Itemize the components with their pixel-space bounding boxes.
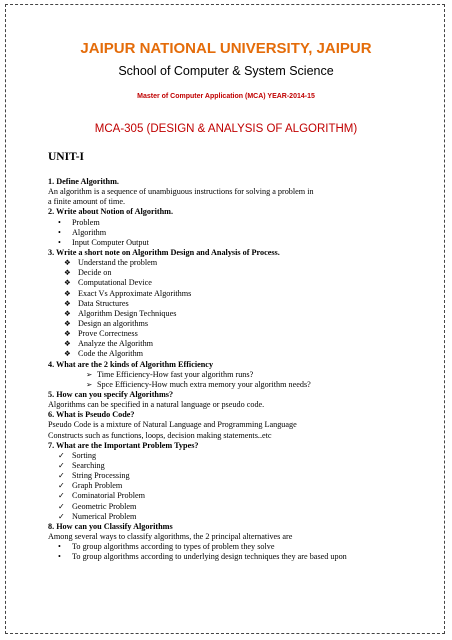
list-item: ❖ Computational Device xyxy=(64,278,152,288)
bullet-icon: • xyxy=(58,217,61,227)
diamond-icon: ❖ xyxy=(64,288,71,298)
diamond-icon: ❖ xyxy=(64,258,71,268)
bullet-icon: • xyxy=(58,552,61,562)
check-icon: ✓ xyxy=(58,511,65,521)
list-item: • Problem xyxy=(58,217,100,227)
question-title: 2. Write about Notion of Algorithm. xyxy=(48,207,174,217)
list-item: ✓ Geometric Problem xyxy=(58,501,137,511)
list-item: ❖ Exact Vs Approximate Algorithms xyxy=(64,288,192,298)
check-icon: ✓ xyxy=(58,471,65,481)
question-title: 5. How can you specify Algorithms? xyxy=(48,389,174,399)
answer-text: Constructs such as functions, loops, decision making statements..etc xyxy=(48,430,272,440)
bullet-icon: • xyxy=(58,542,61,552)
program-line: Master of Computer Application (MCA) YEAR-2014-15 xyxy=(137,93,315,100)
list-item: ➢ Time Efficiency-How fast your algorithm runs? xyxy=(86,369,254,379)
bullet-icon: • xyxy=(58,237,61,247)
question-title: 3. Write a short note on Algorithm Design and Analysis of Process. xyxy=(48,247,280,257)
answer-text: Pseudo Code is a mixture of Natural Language and Programming Language xyxy=(48,420,297,430)
list-item: • Input Computer Output xyxy=(58,237,149,247)
check-icon: ✓ xyxy=(58,491,65,501)
list-item: • Algorithm xyxy=(58,227,107,237)
list-item: • To group algorithms according to underlying design techniques they are based upon xyxy=(58,552,347,562)
question-title: 1. Define Algorithm. xyxy=(48,177,119,186)
list-item: ✓ Numerical Problem xyxy=(58,511,137,521)
list-item: ❖ Algorithm Design Techniques xyxy=(64,308,177,318)
diamond-icon: ❖ xyxy=(64,308,71,318)
diamond-icon: ❖ xyxy=(64,298,71,308)
list-item: ❖ Prove Correctness xyxy=(64,329,138,339)
question-title: 8. How can you Classify Algorithms xyxy=(48,521,173,531)
diamond-icon: ❖ xyxy=(64,268,71,278)
list-item: ❖ Code the Algorithm xyxy=(64,349,144,359)
questions-list xyxy=(48,177,418,562)
course-title: MCA-305 (DESIGN & ANALYSIS OF ALGORITHM) xyxy=(94,123,358,135)
answer-text: An algorithm is a sequence of unambiguous instructions for solving a problem in xyxy=(48,187,314,197)
list-item: ❖ Decide on xyxy=(64,268,112,278)
check-icon: ✓ xyxy=(58,460,65,470)
bullet-icon: • xyxy=(58,227,61,237)
answer-text: a finite amount of time. xyxy=(48,197,126,207)
arrow-icon: ➢ xyxy=(86,369,93,379)
answer-text: Algorithms can be specified in a natural language or pseudo code. xyxy=(48,400,265,410)
diamond-icon: ❖ xyxy=(64,349,71,359)
diamond-icon: ❖ xyxy=(64,329,71,339)
list-item: ❖ Data Structures xyxy=(64,298,129,308)
arrow-icon: ➢ xyxy=(86,379,93,389)
check-icon: ✓ xyxy=(58,450,65,460)
question-title: 6. What is Pseudo Code? xyxy=(48,410,135,420)
answer-text: Among several ways to classify algorithms, the 2 principal alternatives are xyxy=(48,531,293,541)
question-title: 7. What are the Important Problem Types? xyxy=(48,440,199,450)
question-title: 4. What are the 2 kinds of Algorithm Efficiency xyxy=(48,359,214,369)
list-item: ✓ Cominatorial Problem xyxy=(58,491,145,501)
diamond-icon: ❖ xyxy=(64,318,71,328)
diamond-icon: ❖ xyxy=(64,339,71,349)
school-name: School of Computer & System Science xyxy=(118,64,334,78)
list-item: ✓ String Processing xyxy=(58,471,130,481)
diamond-icon: ❖ xyxy=(64,278,71,288)
list-item: • To group algorithms according to types of problem they solve xyxy=(58,542,275,552)
list-item: ✓ Graph Problem xyxy=(58,481,123,491)
list-item: ❖ Understand the problem xyxy=(64,258,158,268)
list-item: ✓ Searching xyxy=(58,460,105,470)
list-item: ❖ Analyze the Algorithm xyxy=(64,339,154,349)
list-item: ➢ Spce Efficiency-How much extra memory your algorithm needs? xyxy=(86,379,311,389)
list-item: ❖ Design an algorithms xyxy=(64,318,149,328)
list-item: ✓ Sorting xyxy=(58,450,97,460)
check-icon: ✓ xyxy=(58,481,65,491)
check-icon: ✓ xyxy=(58,501,65,511)
unit-heading: UNIT-I xyxy=(48,151,85,163)
university-title: JAIPUR NATIONAL UNIVERSITY, JAIPUR xyxy=(80,40,372,57)
